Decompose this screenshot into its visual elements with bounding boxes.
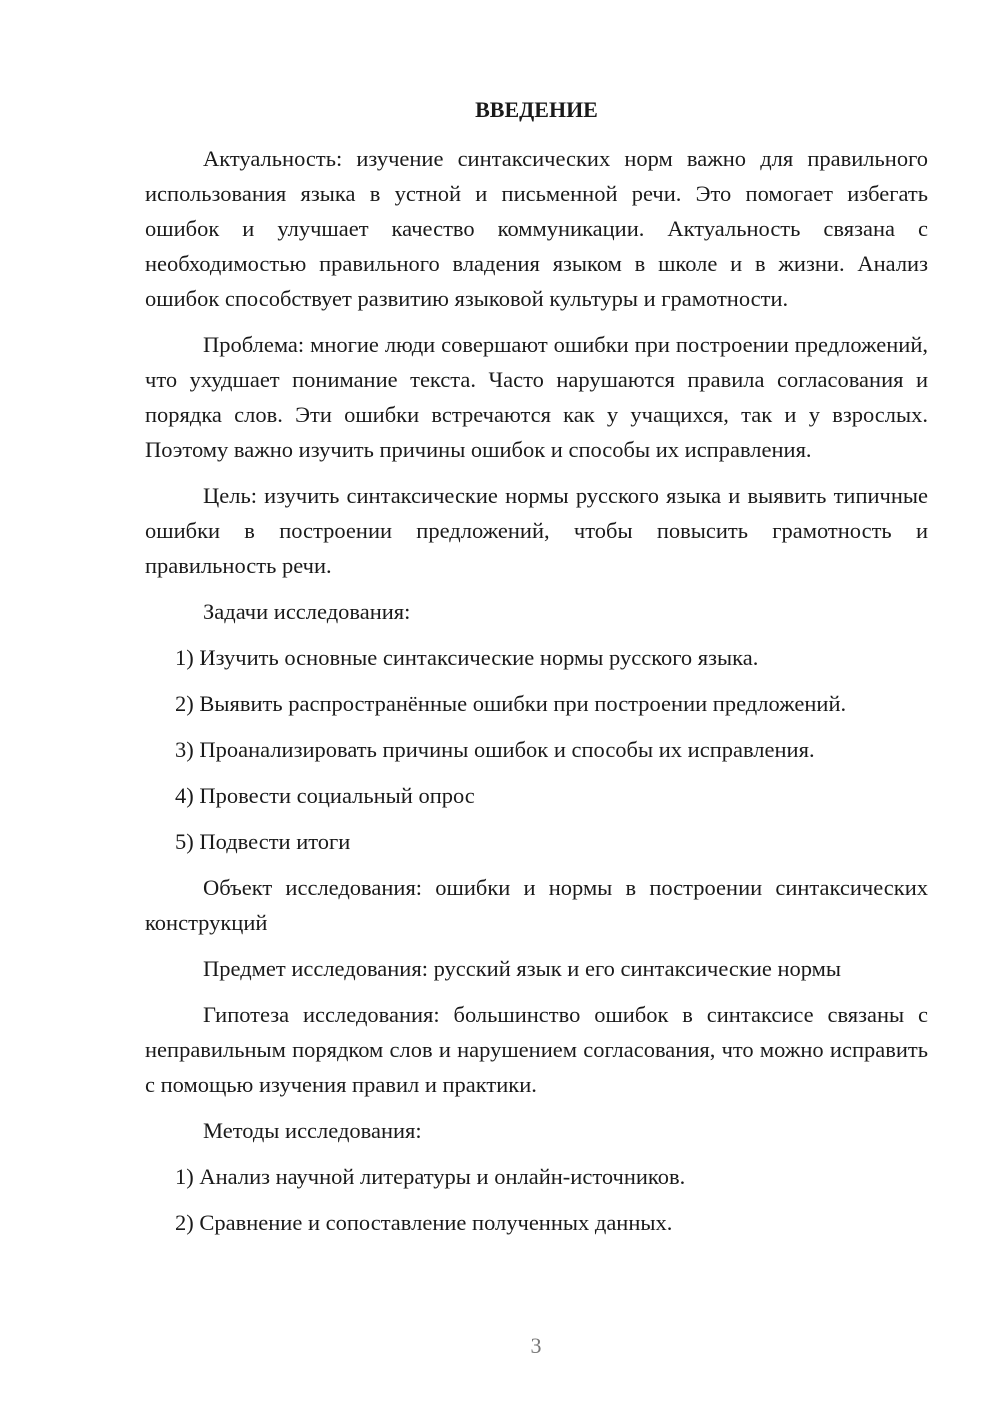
list-item: 3) Проанализировать причины ошибок и способы их исправления. [175,737,815,762]
methods-heading: Методы исследования: [203,1118,422,1143]
goal-paragraph: Цель: изучить синтаксические нормы русского языка и выявить типичные ошибки в построении предложений, чтобы повысить грамотность и правильность речи. [145,483,928,578]
methods-list [145,1159,928,1240]
subject-paragraph: Предмет исследования: русский язык и его синтаксические нормы [203,956,842,981]
relevance-paragraph: Актуальность: изучение синтаксических норм важно для правильного использования языка в устной и письменной речи. Это помогает избегать ошибок и улучшает качество коммуникации. Актуальность связана с необходимостью правильного владения языком в школе и в жизни. Анализ ошибок способствует развитию языковой культуры и грамотности. [145,146,928,311]
problem-paragraph: Проблема: многие люди совершают ошибки при построении предложений, что ухудшает понимание текста. Часто нарушаются правила согласования и порядка слов. Эти ошибки встречаются как у учащихся, так и у взрослых. Поэтому важно изучить причины ошибок и способы их исправления. [145,332,928,462]
list-item: 4) Провести социальный опрос [175,783,475,808]
section-title: ВВЕДЕНИЕ [475,97,598,122]
hypothesis-paragraph: Гипотеза исследования: большинство ошибок в синтаксисе связаны с неправильным порядком слов и нарушением согласования, что можно исправить с помощью изучения правил и практики. [145,1002,928,1097]
list-item: 2) Выявить распространённые ошибки при построении предложений. [175,691,847,716]
list-item: 2) Сравнение и сопоставление полученных данных. [175,1210,673,1235]
list-item: 5) Подвести итоги [175,829,351,854]
document-page [145,92,928,1251]
tasks-heading: Задачи исследования: [203,599,411,624]
list-item: 1) Изучить основные синтаксические нормы русского языка. [175,645,759,670]
list-item: 1) Анализ научной литературы и онлайн-источников. [175,1164,686,1189]
page-number: 3 [530,1333,542,1358]
tasks-list [145,640,928,859]
object-paragraph: Объект исследования: ошибки и нормы в построении синтаксических конструкций [145,875,928,935]
